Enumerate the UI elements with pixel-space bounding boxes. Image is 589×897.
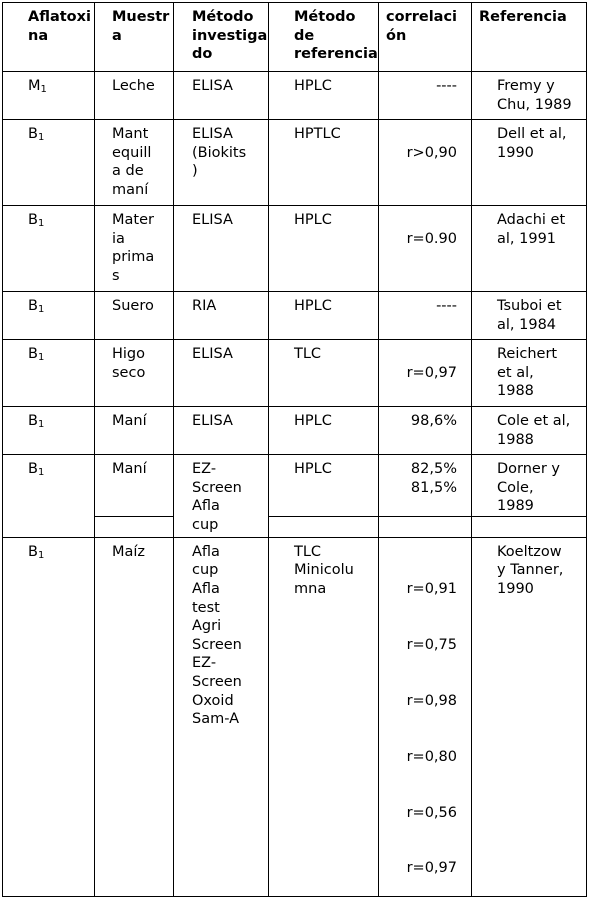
correlacion-value: r=0,98 — [406, 692, 457, 709]
cell-muestra: Maní — [95, 407, 174, 455]
cell-muestra: Suero — [95, 292, 174, 340]
cell-correlacion: 98,6% — [379, 407, 472, 455]
table-row — [3, 407, 587, 455]
cell-referencia: Tsuboi et al, 1984 — [472, 292, 587, 340]
empty-cell — [269, 516, 379, 537]
cell-referencia: Dorner y Cole, 1989 — [472, 455, 587, 517]
correlacion-value: r=0,91 — [406, 581, 457, 598]
cell-metodo: ELISA — [174, 340, 269, 407]
header-referencia: Referencia — [472, 3, 587, 72]
cell-metodo-referencia: HPLC — [269, 407, 379, 455]
header-correlacion: correlaci ón — [379, 3, 472, 72]
cell-correlacion: 82,5% 81,5% — [379, 455, 472, 517]
cell-metodo-referencia: HPLC — [269, 206, 379, 292]
cell-muestra: Mant equill a de maní — [95, 120, 174, 206]
cell-metodo-referencia: HPLC — [269, 72, 379, 120]
cell-correlacion: r>0,90 — [379, 120, 472, 206]
cell-referencia: Dell et al, 1990 — [472, 120, 587, 206]
cell-metodo: ELISA — [174, 407, 269, 455]
cell-metodo: Afla cup Afla test Agri Screen EZ- Screen Oxoid Sam-A — [174, 537, 269, 897]
cell-aflatoxina: $B_1$ — [3, 292, 95, 340]
cell-correlacion: ---- — [379, 72, 472, 120]
correlacion-value: r=0,80 — [406, 748, 457, 765]
cell-referencia: Fremy y Chu, 1989 — [472, 72, 587, 120]
cell-muestra: Leche — [95, 72, 174, 120]
table-row — [3, 72, 587, 120]
cell-muestra: Maní — [95, 455, 174, 517]
cell-muestra: Mater ia prima s — [95, 206, 174, 292]
cell-aflatoxina: $M_1$ — [3, 72, 95, 120]
cell-aflatoxina: $B_1$ — [3, 340, 95, 407]
cell-metodo-referencia: HPLC — [269, 292, 379, 340]
cell-metodo: ELISA — [174, 206, 269, 292]
cell-aflatoxina: $B_1$ — [3, 206, 95, 292]
table-row — [3, 206, 587, 292]
cell-referencia: Adachi et al, 1991 — [472, 206, 587, 292]
cell-metodo: ELISA — [174, 72, 269, 120]
correlacion-value: r=0,75 — [406, 637, 457, 654]
table-row — [3, 292, 587, 340]
cell-correlacion: r=0,97 — [379, 340, 472, 407]
cell-aflatoxina: $B_1$ — [3, 407, 95, 455]
header-row — [3, 3, 587, 72]
empty-cell — [472, 516, 587, 537]
cell-correlacion: ---- — [379, 292, 472, 340]
cell-metodo: EZ- Screen Afla cup — [174, 455, 269, 538]
cell-muestra: Maíz — [95, 537, 174, 897]
table-row — [3, 537, 587, 897]
empty-cell — [95, 516, 174, 537]
table-row — [3, 340, 587, 407]
cell-correlacion — [379, 537, 472, 897]
cell-metodo-referencia: HPTLC — [269, 120, 379, 206]
cell-metodo-referencia: HPLC — [269, 455, 379, 517]
cell-referencia: Cole et al, 1988 — [472, 407, 587, 455]
cell-muestra: Higo seco — [95, 340, 174, 407]
cell-referencia: Koeltzow y Tanner, 1990 — [472, 537, 587, 897]
header-muestra: Muestr a — [95, 3, 174, 72]
correlacion-value: r=0,56 — [406, 804, 457, 821]
cell-correlacion: r=0.90 — [379, 206, 472, 292]
cell-referencia: Reichert et al, 1988 — [472, 340, 587, 407]
header-metodo-referencia: Método de referencia — [269, 3, 379, 72]
cell-metodo: ELISA (Biokits ) — [174, 120, 269, 206]
correlacion-value: r=0,97 — [406, 860, 457, 877]
table-row — [3, 455, 587, 517]
header-metodo-investigado: Método investiga do — [174, 3, 269, 72]
empty-cell — [379, 516, 472, 537]
cell-metodo-referencia: TLC — [269, 340, 379, 407]
cell-aflatoxina: $B_1$ — [3, 455, 95, 538]
cell-aflatoxina: $B_1$ — [3, 120, 95, 206]
table-row — [3, 120, 587, 206]
aflatoxin-method-table — [2, 2, 587, 897]
cell-metodo-referencia: TLC Minicolu mna — [269, 537, 379, 897]
cell-metodo: RIA — [174, 292, 269, 340]
header-aflatoxina: Aflatoxi na — [3, 3, 95, 72]
cell-aflatoxina: $B_1$ — [3, 537, 95, 897]
